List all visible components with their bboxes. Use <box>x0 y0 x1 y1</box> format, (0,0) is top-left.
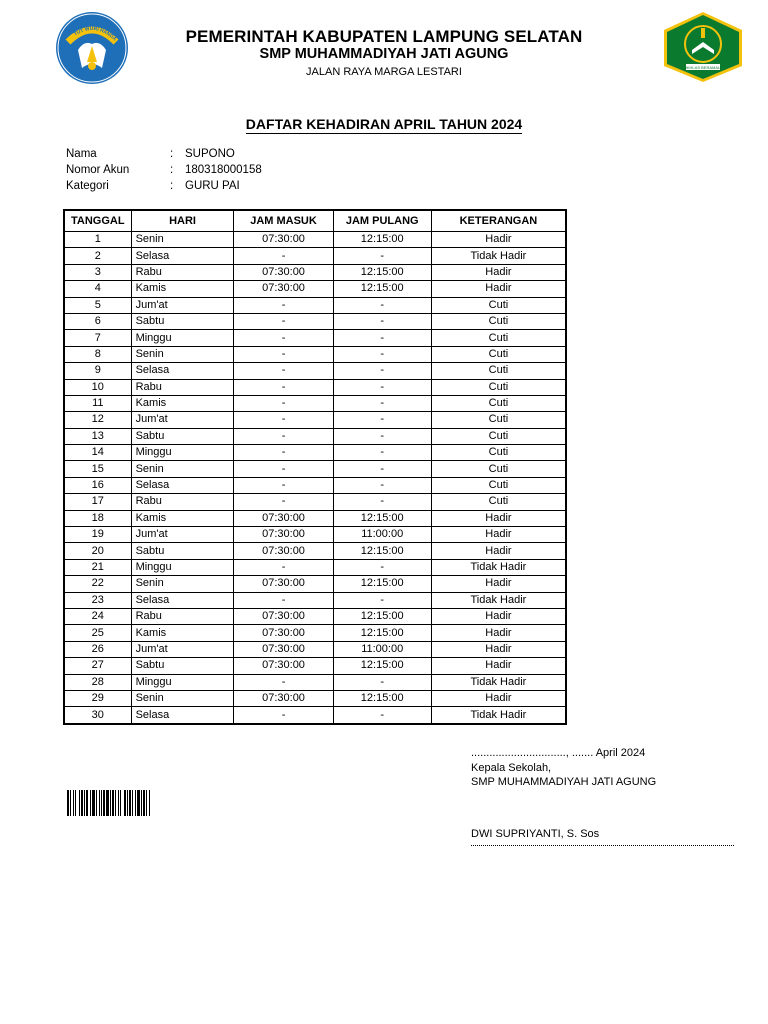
cell-jam-masuk: - <box>234 313 333 329</box>
cell-jam-pulang: - <box>333 461 431 477</box>
cell-tanggal: 30 <box>64 707 131 724</box>
cell-keterangan: Cuti <box>431 346 566 362</box>
cell-keterangan: Tidak Hadir <box>431 248 566 264</box>
cell-tanggal: 2 <box>64 248 131 264</box>
cell-tanggal: 11 <box>64 395 131 411</box>
cell-hari: Jum'at <box>131 641 234 657</box>
cell-tanggal: 23 <box>64 592 131 608</box>
cell-keterangan: Cuti <box>431 428 566 444</box>
cell-tanggal: 22 <box>64 576 131 592</box>
barcode-bar <box>120 790 121 816</box>
table-row <box>64 395 566 411</box>
barcode-bar <box>92 790 95 816</box>
cell-jam-masuk: 07:30:00 <box>234 543 333 559</box>
cell-jam-pulang: 12:15:00 <box>333 625 431 641</box>
table-row <box>64 625 566 641</box>
cell-jam-pulang: - <box>333 313 431 329</box>
cell-tanggal: 20 <box>64 543 131 559</box>
table-row <box>64 346 566 362</box>
cell-jam-masuk: - <box>234 592 333 608</box>
table-row <box>64 313 566 329</box>
cell-keterangan: Hadir <box>431 527 566 543</box>
cell-tanggal: 4 <box>64 281 131 297</box>
table-row <box>64 494 566 510</box>
cell-jam-pulang: - <box>333 395 431 411</box>
cell-tanggal: 14 <box>64 445 131 461</box>
cell-keterangan: Cuti <box>431 412 566 428</box>
table-row <box>64 281 566 297</box>
cell-keterangan: Cuti <box>431 330 566 346</box>
cell-keterangan: Hadir <box>431 608 566 624</box>
cell-jam-pulang: - <box>333 248 431 264</box>
cell-tanggal: 15 <box>64 461 131 477</box>
cell-hari: Senin <box>131 576 234 592</box>
barcode-bar <box>81 790 83 816</box>
cell-jam-pulang: - <box>333 559 431 575</box>
barcode-bar <box>106 790 109 816</box>
table-row <box>64 608 566 624</box>
barcode-bar <box>112 790 114 816</box>
info-value: SUPONO <box>185 148 235 160</box>
table-row <box>64 576 566 592</box>
table-row <box>64 428 566 444</box>
cell-hari: Sabtu <box>131 428 234 444</box>
info-label: Kategori <box>66 180 109 192</box>
cell-tanggal: 3 <box>64 264 131 280</box>
cell-keterangan: Cuti <box>431 363 566 379</box>
cell-jam-pulang: 11:00:00 <box>333 527 431 543</box>
cell-hari: Jum'at <box>131 412 234 428</box>
cell-jam-masuk: - <box>234 559 333 575</box>
cell-jam-masuk: - <box>234 412 333 428</box>
cell-tanggal: 16 <box>64 477 131 493</box>
barcode-bar <box>137 790 140 816</box>
cell-jam-masuk: 07:30:00 <box>234 658 333 674</box>
cell-hari: Minggu <box>131 445 234 461</box>
cell-jam-pulang: 12:15:00 <box>333 543 431 559</box>
cell-jam-masuk: 07:30:00 <box>234 690 333 706</box>
signature-role: Kepala Sekolah, <box>471 761 552 774</box>
attendance-table-body <box>64 232 566 724</box>
cell-tanggal: 1 <box>64 232 131 248</box>
column-header-jam-masuk: JAM MASUK <box>234 210 333 232</box>
cell-jam-masuk: - <box>234 330 333 346</box>
column-header-hari: HARI <box>131 210 234 232</box>
cell-tanggal: 10 <box>64 379 131 395</box>
cell-hari: Jum'at <box>131 297 234 313</box>
cell-keterangan: Hadir <box>431 658 566 674</box>
cell-jam-masuk: - <box>234 297 333 313</box>
table-row <box>64 527 566 543</box>
header-address: JALAN RAYA MARGA LESTARI <box>306 66 462 78</box>
cell-jam-pulang: - <box>333 445 431 461</box>
cell-keterangan: Hadir <box>431 264 566 280</box>
table-row <box>64 248 566 264</box>
cell-keterangan: Tidak Hadir <box>431 592 566 608</box>
cell-hari: Sabtu <box>131 543 234 559</box>
barcode-bar <box>135 790 136 816</box>
barcode-bar <box>124 790 126 816</box>
cell-jam-masuk: 07:30:00 <box>234 232 333 248</box>
barcode-bar <box>149 790 150 816</box>
cell-keterangan: Hadir <box>431 576 566 592</box>
barcode-bar <box>84 790 85 816</box>
info-value: 180318000158 <box>185 164 262 176</box>
cell-jam-pulang: - <box>333 379 431 395</box>
cell-hari: Senin <box>131 690 234 706</box>
cell-jam-masuk: - <box>234 395 333 411</box>
barcode-bar <box>70 790 71 816</box>
info-colon: : <box>170 164 174 176</box>
header-school-name: SMP MUHAMMADIYAH JATI AGUNG <box>259 46 509 62</box>
cell-jam-masuk: 07:30:00 <box>234 510 333 526</box>
info-row-nomor-akun <box>66 164 366 180</box>
table-row <box>64 658 566 674</box>
cell-keterangan: Cuti <box>431 395 566 411</box>
table-row <box>64 412 566 428</box>
cell-keterangan: Cuti <box>431 477 566 493</box>
cell-tanggal: 24 <box>64 608 131 624</box>
info-value: GURU PAI <box>185 180 240 192</box>
barcode <box>67 790 181 816</box>
cell-keterangan: Hadir <box>431 690 566 706</box>
barcode-bar <box>99 790 100 816</box>
cell-hari: Kamis <box>131 510 234 526</box>
signature-school: SMP MUHAMMADIYAH JATI AGUNG <box>471 776 657 788</box>
cell-tanggal: 29 <box>64 690 131 706</box>
cell-jam-pulang: - <box>333 363 431 379</box>
cell-jam-pulang: 12:15:00 <box>333 690 431 706</box>
cell-tanggal: 17 <box>64 494 131 510</box>
cell-jam-pulang: - <box>333 412 431 428</box>
cell-jam-masuk: - <box>234 494 333 510</box>
cell-jam-masuk: 07:30:00 <box>234 576 333 592</box>
cell-keterangan: Cuti <box>431 379 566 395</box>
cell-hari: Rabu <box>131 264 234 280</box>
table-row <box>64 510 566 526</box>
table-row <box>64 264 566 280</box>
signature-block <box>471 746 656 790</box>
cell-jam-masuk: 07:30:00 <box>234 281 333 297</box>
cell-jam-pulang: 12:15:00 <box>333 576 431 592</box>
cell-tanggal: 12 <box>64 412 131 428</box>
info-colon: : <box>170 148 174 160</box>
cell-jam-pulang: 12:15:00 <box>333 510 431 526</box>
cell-hari: Selasa <box>131 248 234 264</box>
table-row <box>64 592 566 608</box>
barcode-bar <box>115 790 116 816</box>
barcode-bar <box>143 790 145 816</box>
cell-jam-pulang: - <box>333 592 431 608</box>
cell-jam-pulang: 12:15:00 <box>333 608 431 624</box>
table-row <box>64 707 566 724</box>
barcode-bar <box>73 790 74 816</box>
cell-keterangan: Cuti <box>431 297 566 313</box>
table-row <box>64 641 566 657</box>
barcode-bar <box>127 790 128 816</box>
cell-tanggal: 21 <box>64 559 131 575</box>
barcode-bar <box>86 790 88 816</box>
cell-keterangan: Tidak Hadir <box>431 559 566 575</box>
cell-jam-pulang: - <box>333 346 431 362</box>
signature-dotted-line <box>471 845 734 846</box>
cell-jam-masuk: - <box>234 477 333 493</box>
cell-hari: Senin <box>131 346 234 362</box>
barcode-bar <box>110 790 111 816</box>
cell-hari: Sabtu <box>131 658 234 674</box>
cell-jam-masuk: 07:30:00 <box>234 608 333 624</box>
barcode-bar <box>67 790 69 816</box>
signer-name: DWI SUPRIYANTI, S. Sos <box>471 828 600 840</box>
logo-left-motto: TUT WURI HANDA <box>73 25 118 42</box>
cell-hari: Selasa <box>131 592 234 608</box>
barcode-bar <box>90 790 91 816</box>
cell-tanggal: 8 <box>64 346 131 362</box>
column-header-tanggal: TANGGAL <box>64 210 131 232</box>
cell-hari: Selasa <box>131 707 234 724</box>
cell-jam-masuk: - <box>234 461 333 477</box>
table-row <box>64 461 566 477</box>
cell-jam-masuk: - <box>234 363 333 379</box>
cell-hari: Minggu <box>131 674 234 690</box>
cell-tanggal: 7 <box>64 330 131 346</box>
barcode-bar <box>118 790 119 816</box>
cell-jam-masuk: - <box>234 445 333 461</box>
cell-tanggal: 6 <box>64 313 131 329</box>
identity-info <box>66 148 366 196</box>
cell-hari: Minggu <box>131 330 234 346</box>
cell-keterangan: Hadir <box>431 510 566 526</box>
cell-hari: Kamis <box>131 625 234 641</box>
cell-hari: Sabtu <box>131 313 234 329</box>
cell-jam-masuk: - <box>234 379 333 395</box>
cell-keterangan: Tidak Hadir <box>431 707 566 724</box>
cell-jam-pulang: - <box>333 674 431 690</box>
info-row-kategori <box>66 180 366 196</box>
cell-jam-pulang: 12:15:00 <box>333 264 431 280</box>
cell-tanggal: 27 <box>64 658 131 674</box>
cell-jam-masuk: - <box>234 248 333 264</box>
column-header-keterangan: KETERANGAN <box>431 210 566 232</box>
table-row <box>64 363 566 379</box>
cell-keterangan: Cuti <box>431 494 566 510</box>
barcode-bar <box>132 790 133 816</box>
logo-right-motto: IKHLAS BERAMAL <box>685 65 721 70</box>
cell-jam-pulang: - <box>333 330 431 346</box>
info-row-nama <box>66 148 366 164</box>
cell-hari: Senin <box>131 461 234 477</box>
table-row <box>64 559 566 575</box>
table-row <box>64 543 566 559</box>
barcode-bar <box>129 790 131 816</box>
attendance-table <box>63 209 567 725</box>
cell-jam-pulang: 12:15:00 <box>333 658 431 674</box>
cell-hari: Kamis <box>131 281 234 297</box>
barcode-bar <box>96 790 97 816</box>
cell-tanggal: 9 <box>64 363 131 379</box>
cell-hari: Selasa <box>131 477 234 493</box>
cell-hari: Selasa <box>131 363 234 379</box>
cell-jam-masuk: - <box>234 707 333 724</box>
cell-jam-masuk: - <box>234 346 333 362</box>
cell-keterangan: Hadir <box>431 543 566 559</box>
table-row <box>64 297 566 313</box>
cell-hari: Senin <box>131 232 234 248</box>
barcode-bar <box>101 790 102 816</box>
cell-tanggal: 25 <box>64 625 131 641</box>
table-row <box>64 674 566 690</box>
table-header-row <box>64 210 566 232</box>
cell-jam-pulang: - <box>333 477 431 493</box>
cell-keterangan: Cuti <box>431 313 566 329</box>
info-colon: : <box>170 180 174 192</box>
table-row <box>64 379 566 395</box>
cell-hari: Jum'at <box>131 527 234 543</box>
cell-hari: Kamis <box>131 395 234 411</box>
table-row <box>64 477 566 493</box>
header-government-title: PEMERINTAH KABUPATEN LAMPUNG SELATAN <box>185 27 583 46</box>
cell-keterangan: Cuti <box>431 445 566 461</box>
cell-jam-pulang: - <box>333 428 431 444</box>
cell-tanggal: 5 <box>64 297 131 313</box>
cell-hari: Rabu <box>131 379 234 395</box>
barcode-bar <box>103 790 105 816</box>
cell-tanggal: 26 <box>64 641 131 657</box>
cell-tanggal: 13 <box>64 428 131 444</box>
info-label: Nama <box>66 148 97 160</box>
cell-hari: Minggu <box>131 559 234 575</box>
cell-keterangan: Hadir <box>431 281 566 297</box>
cell-jam-masuk: 07:30:00 <box>234 264 333 280</box>
cell-tanggal: 28 <box>64 674 131 690</box>
column-header-jam-pulang: JAM PULANG <box>333 210 431 232</box>
cell-jam-pulang: - <box>333 494 431 510</box>
table-row <box>64 445 566 461</box>
cell-keterangan: Hadir <box>431 641 566 657</box>
cell-jam-masuk: - <box>234 674 333 690</box>
cell-keterangan: Hadir <box>431 232 566 248</box>
table-row <box>64 330 566 346</box>
cell-jam-pulang: - <box>333 707 431 724</box>
cell-jam-pulang: 12:15:00 <box>333 232 431 248</box>
cell-hari: Rabu <box>131 494 234 510</box>
cell-jam-masuk: 07:30:00 <box>234 527 333 543</box>
document-title: DAFTAR KEHADIRAN APRIL TAHUN 2024 <box>245 116 523 132</box>
cell-hari: Rabu <box>131 608 234 624</box>
cell-tanggal: 18 <box>64 510 131 526</box>
cell-jam-masuk: 07:30:00 <box>234 625 333 641</box>
table-row <box>64 690 566 706</box>
barcode-bar <box>146 790 147 816</box>
cell-keterangan: Hadir <box>431 625 566 641</box>
cell-jam-pulang: 12:15:00 <box>333 281 431 297</box>
cell-jam-masuk: - <box>234 428 333 444</box>
cell-tanggal: 19 <box>64 527 131 543</box>
cell-jam-pulang: 11:00:00 <box>333 641 431 657</box>
signature-place-date: ..............................., ....... April 2024 <box>471 747 646 759</box>
cell-jam-pulang: - <box>333 297 431 313</box>
barcode-bar <box>79 790 80 816</box>
info-label: Nomor Akun <box>66 164 130 176</box>
cell-jam-masuk: 07:30:00 <box>234 641 333 657</box>
cell-keterangan: Tidak Hadir <box>431 674 566 690</box>
barcode-bar <box>141 790 142 816</box>
table-row <box>64 232 566 248</box>
document-title-wrap <box>0 116 768 134</box>
barcode-bar <box>75 790 76 816</box>
cell-keterangan: Cuti <box>431 461 566 477</box>
